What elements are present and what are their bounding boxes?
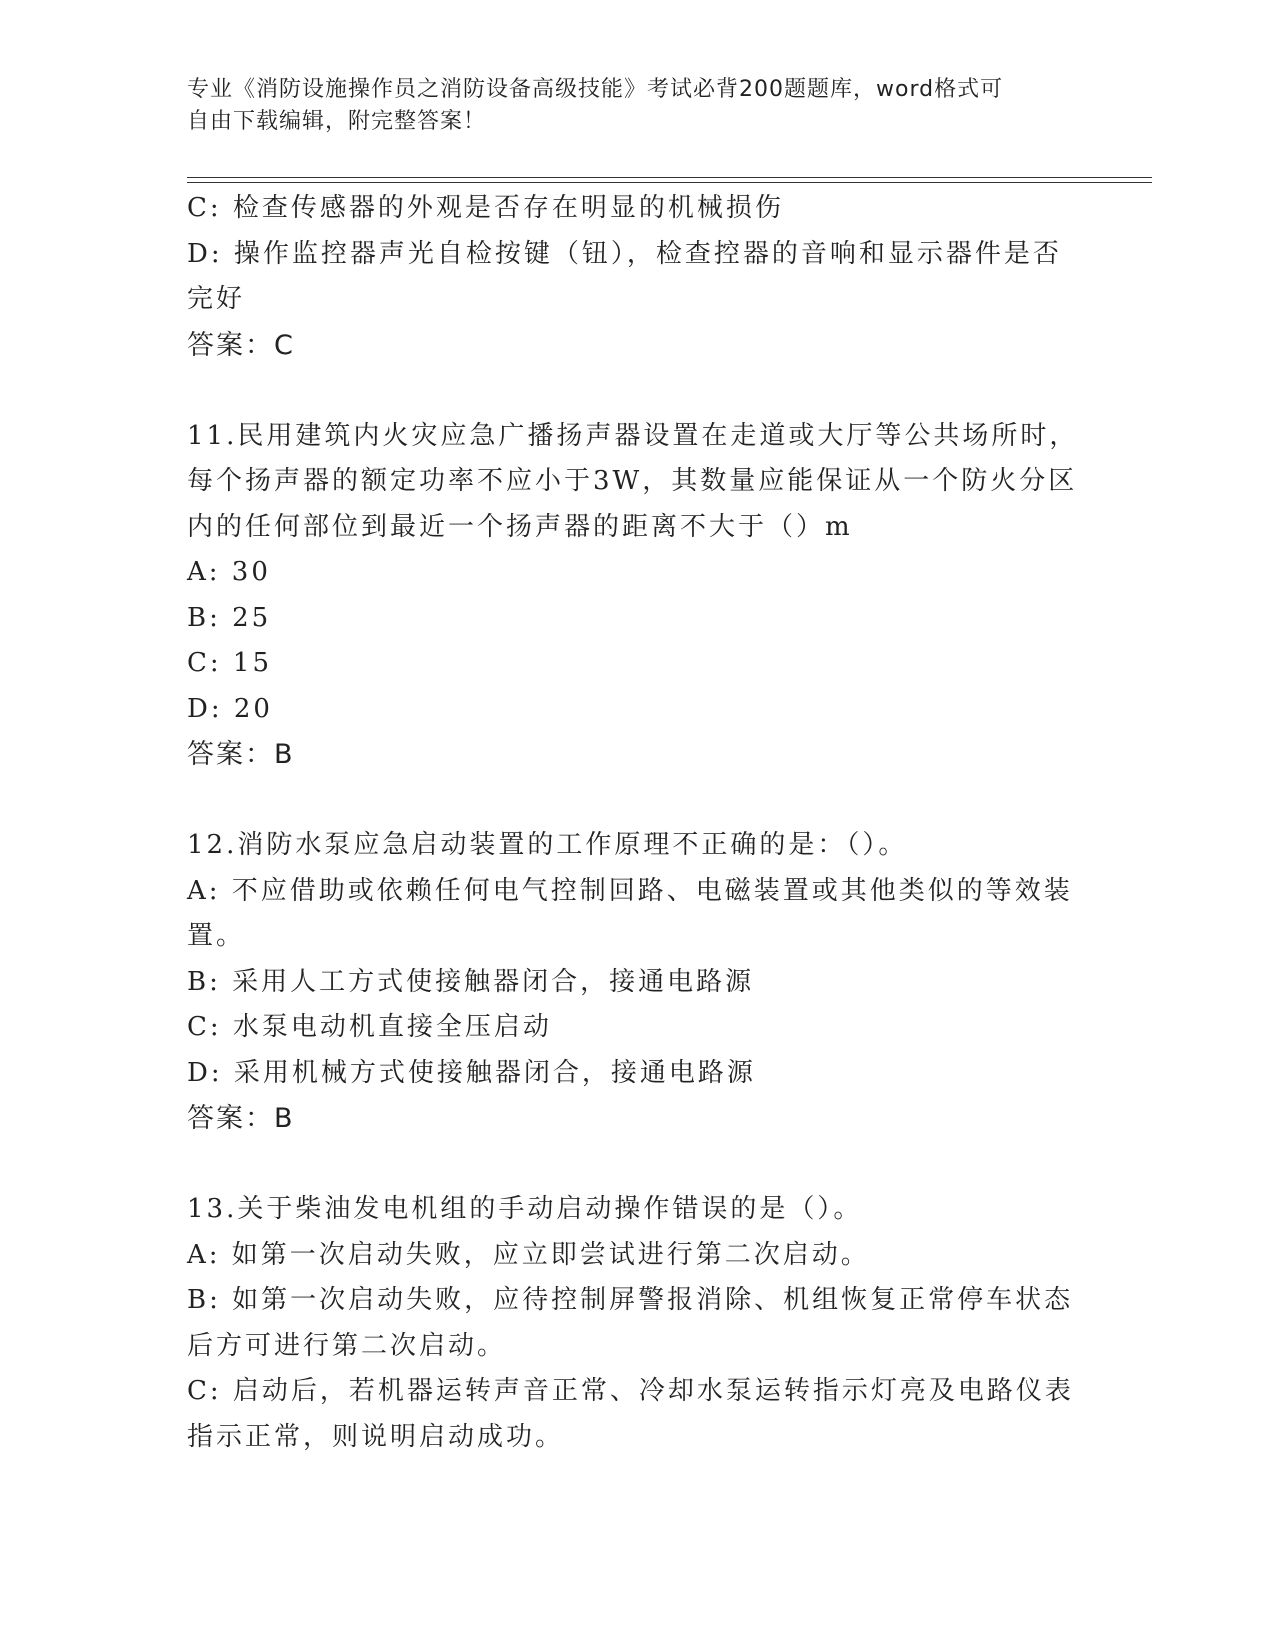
option-c: C: 15 bbox=[187, 648, 273, 678]
option-b: B: 如第一次启动失败，应待控制屏警报消除、机组恢复正常停车状态 bbox=[187, 1285, 1074, 1315]
document-header bbox=[187, 74, 1067, 138]
question-11 bbox=[187, 414, 1087, 778]
spacer bbox=[187, 1142, 1087, 1188]
option-b-continued: 后方可进行第二次启动。 bbox=[187, 1330, 507, 1361]
header-divider-bottom bbox=[187, 182, 1152, 183]
option-a-continued: 置。 bbox=[187, 921, 246, 951]
header-line-1: 专业《消防设施操作员之消防设备高级技能》考试必背200题题库，word格式可 bbox=[187, 77, 1004, 102]
answer: 答案：C bbox=[187, 329, 295, 361]
option-b: B: 25 bbox=[187, 602, 272, 633]
question-stem: 13.关于柴油发电机组的手动启动操作错误的是（）。 bbox=[187, 1194, 863, 1224]
option-d: D: 20 bbox=[187, 693, 273, 724]
document-body bbox=[187, 186, 1087, 1460]
option-d: D: 采用机械方式使接触器闭合，接通电路源 bbox=[187, 1057, 756, 1088]
question-13 bbox=[187, 1187, 1087, 1460]
option-a: A: 不应借助或依赖任何电气控制回路、电磁装置或其他类似的等效装 bbox=[187, 875, 1073, 906]
header-divider-top bbox=[187, 177, 1152, 178]
answer: 答案：B bbox=[187, 739, 295, 770]
question-10-remainder bbox=[187, 186, 1087, 368]
option-c: C: 水泵电动机直接全压启动 bbox=[187, 1012, 552, 1042]
question-stem-continued: 内的任何部位到最近一个扬声器的距离不大于（）m bbox=[187, 511, 853, 542]
option-d-continued: 完好 bbox=[187, 284, 246, 314]
question-stem: 12.消防水泵应急启动装置的工作原理不正确的是：（）。 bbox=[187, 830, 908, 860]
option-b: B: 采用人工方式使接触器闭合，接通电路源 bbox=[187, 966, 755, 997]
option-c-continued: 指示正常，则说明启动成功。 bbox=[187, 1421, 565, 1452]
option-a: A: 如第一次启动失败，应立即尝试进行第二次启动。 bbox=[187, 1239, 870, 1270]
spacer bbox=[187, 778, 1087, 824]
option-d: D: 操作监控器声光自检按键（钮），检查控器的音响和显示器件是否 bbox=[187, 238, 1062, 269]
question-stem: 11.民用建筑内火灾应急广播扬声器设置在走道或大厅等公共场所时， bbox=[187, 420, 1079, 451]
option-c: C: 启动后，若机器运转声音正常、冷却水泵运转指示灯亮及电路仪表 bbox=[187, 1376, 1074, 1406]
spacer bbox=[187, 368, 1087, 414]
option-a: A: 30 bbox=[187, 557, 271, 587]
header-line-2: 自由下载编辑，附完整答案！ bbox=[187, 109, 487, 134]
option-c: C: 检查传感器的外观是否存在明显的机械损伤 bbox=[187, 193, 784, 223]
answer: 答案：B bbox=[187, 1103, 295, 1134]
question-stem-continued: 每个扬声器的额定功率不应小于3W，其数量应能保证从一个防火分区 bbox=[187, 466, 1078, 496]
question-12 bbox=[187, 823, 1087, 1142]
